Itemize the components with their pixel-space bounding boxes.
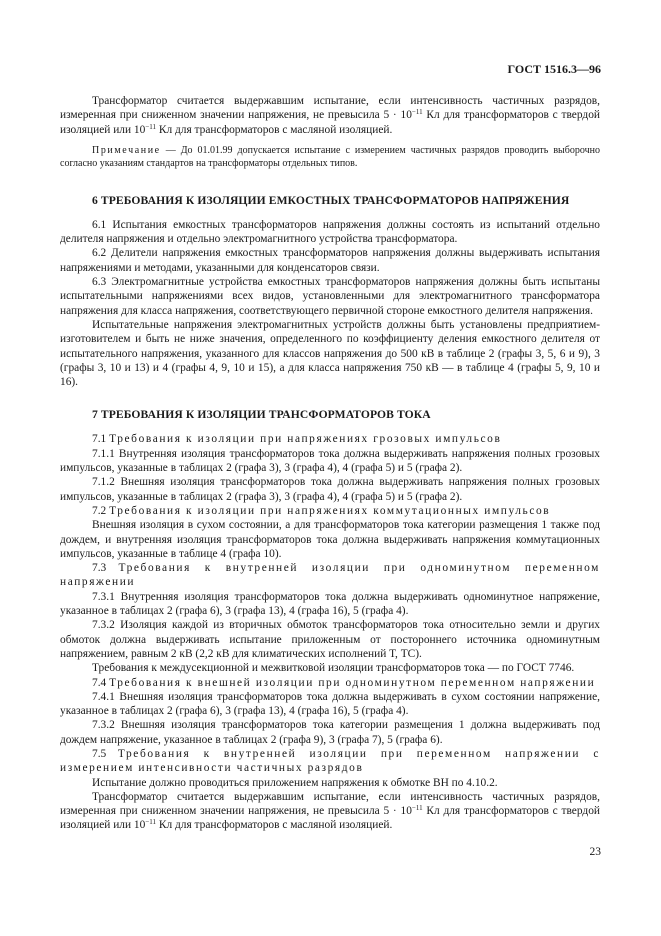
subsection-7-2-heading: 7.2 Требования к изоляции при напряжениях коммутационных импульсов bbox=[92, 504, 551, 517]
paragraph-6-1: 6.1 Испытания емкостных трансформаторов напряжения должны состоять из испытаний отдельно делителя напряжения и отдельно электромагнитного устройства трансформатора. bbox=[60, 218, 600, 246]
paragraph-6-2: 6.2 Делители напряжения емкостных трансформаторов напряжения должны выдерживать испытания напряжениями и методами, указанными для конденсаторов связи. bbox=[60, 247, 600, 274]
paragraph-6-3: 6.3 Электромагнитные устройства емкостных трансформаторов напряжения должны быть испытаны испытательными напряжениями всех видов, установленными для электромагнитного трансформатора напряжения для класса напряжения, соответствующего первичной стороне емкостного делителя напряжения. bbox=[60, 276, 600, 317]
paragraph-6-3-cont: Испытательные напряжения электромагнитных устройств должны быть установлены предприятием-изготовителем и быть не ниже значения, определенного по коэффициенту деления емкостного делителя от испытательного напряжения, указанного для классов напряжения до 500 кВ в таблице 2 (графы 3, 5, 6 и 9), 3 (графы 3, 10 и 13) и 4 (графы 4, 9, 10 и 15), а для класса напряжения 750 кВ — в таблице 4 (графы 5, 9, 10 и 16). bbox=[60, 318, 600, 389]
subsection-7-4-heading: 7.4 Требования к внешней изоляции при одноминутном переменном напряжении bbox=[92, 676, 596, 689]
paragraph-7-2: Внешняя изоляция в сухом состоянии, а для трансформаторов тока категории размещения 1 также под дождем, и внутренняя изоляция трансформаторов тока должна выдерживать напряжения коммутационных импульсов, указанные в таблице 4 (графа 10). bbox=[60, 519, 600, 560]
paragraph-7-4-1: 7.4.1 Внешняя изоляция трансформаторов тока должна выдерживать в сухом состоянии напряжение, указанное в таблицах 2 (графа 6), 3 (графа 13), 4 (графа 16), 5 (графа 4). bbox=[60, 690, 600, 718]
paragraph-7-1-2: 7.1.2 Внешняя изоляция трансформаторов тока должна выдерживать напряжения полных грозовых импульсов, указанные в таблицах 2 (графа 3), 3 (графа 4), 4 (графа 5) и 5 (графа 2). bbox=[60, 476, 600, 503]
paragraph-7-1-1: 7.1.1 Внутренняя изоляция трансформаторов тока должна выдерживать напряжения полных грозовых импульсов, указанные в таблицах 2 (графа 3), 3 (графа 4), 4 (графа 5) и 5 (графа 2). bbox=[60, 447, 600, 475]
paragraph-7-5-1: Испытание должно проводиться приложением напряжения к обмотке ВН по 4.10.2. bbox=[92, 776, 498, 789]
paragraph-7-5-2: Трансформатор считается выдержавшим испытание, если интенсивность частичных разрядов, измеренная при сниженном значении напряжения, не превысила $5 \cdot 10^{-11}$ Кл для трансформаторов с твердой изоляцией или $10^{-11}$ Кл для трансформаторов с масляной изоляцией. bbox=[60, 790, 600, 832]
paragraph-7-3-3: Требования к междусекционной и межвитковой изоляции трансформаторов тока — по ГОСТ 7746. bbox=[92, 662, 575, 675]
subsection-7-5-heading: 7.5 Требования к внутренней изоляции при переменном напряжении с измерением интенсивности частичных разрядов bbox=[60, 747, 600, 775]
document-code-header: ГОСТ 1516.3—96 bbox=[507, 62, 601, 76]
subsection-7-1-heading: 7.1 Требования к изоляции при напряжениях грозовых импульсов bbox=[92, 433, 502, 446]
page-number: 23 bbox=[589, 846, 601, 858]
note-paragraph: Примечание — До 01.01.99 допускается испытание с измерением частичных разрядов проводить выборочно согласно указаниям стандартов на трансформаторы отдельных типов. bbox=[60, 144, 600, 169]
intro-paragraph: Трансформатор считается выдержавшим испытание, если интенсивность частичных разрядов, измеренная при сниженном значении напряжения, не превысила $5 \cdot 10^{-11}$ Кл для трансформаторов с твердой изоляцией или $10^{-11}$ Кл для трансформаторов с масляной изоляцией. bbox=[60, 95, 600, 136]
paragraph-7-4-2: 7.3.2 Внешняя изоляция трансформаторов тока категории размещения 1 должна выдерживать под дождем напряжение, указанное в таблицах 2 (графа 9), 3 (графа 7), 5 (графа 6). bbox=[60, 719, 600, 746]
section-6-heading: 6 ТРЕБОВАНИЯ К ИЗОЛЯЦИИ ЕМКОСТНЫХ ТРАНСФОРМАТОРОВ НАПРЯЖЕНИЯ bbox=[92, 193, 570, 207]
paragraph-7-3-2: 7.3.2 Изоляция каждой из вторичных обмоток трансформаторов тока относительно земли и других обмоток должна выдерживать испытание приложенным от постороннего источника одноминутным напряжением, равным 2 кВ (2,2 кВ для климатических исполнений Т, ТС). bbox=[60, 619, 600, 660]
note-label: Примечание bbox=[92, 144, 161, 156]
page-body bbox=[60, 94, 600, 833]
subsection-7-3-heading: 7.3 Требования к внутренней изоляции при одноминутном переменном напряжении bbox=[60, 562, 600, 589]
paragraph-7-3-1: 7.3.1 Внутренняя изоляция трансформаторов тока должна выдерживать одноминутное напряжение, указанное в таблицах 2 (графа 6), 3 (графа 13), 4 (графа 16), 5 (графа 4). bbox=[60, 590, 600, 618]
section-7-heading: 7 ТРЕБОВАНИЯ К ИЗОЛЯЦИИ ТРАНСФОРМАТОРОВ ТОКА bbox=[92, 408, 431, 422]
